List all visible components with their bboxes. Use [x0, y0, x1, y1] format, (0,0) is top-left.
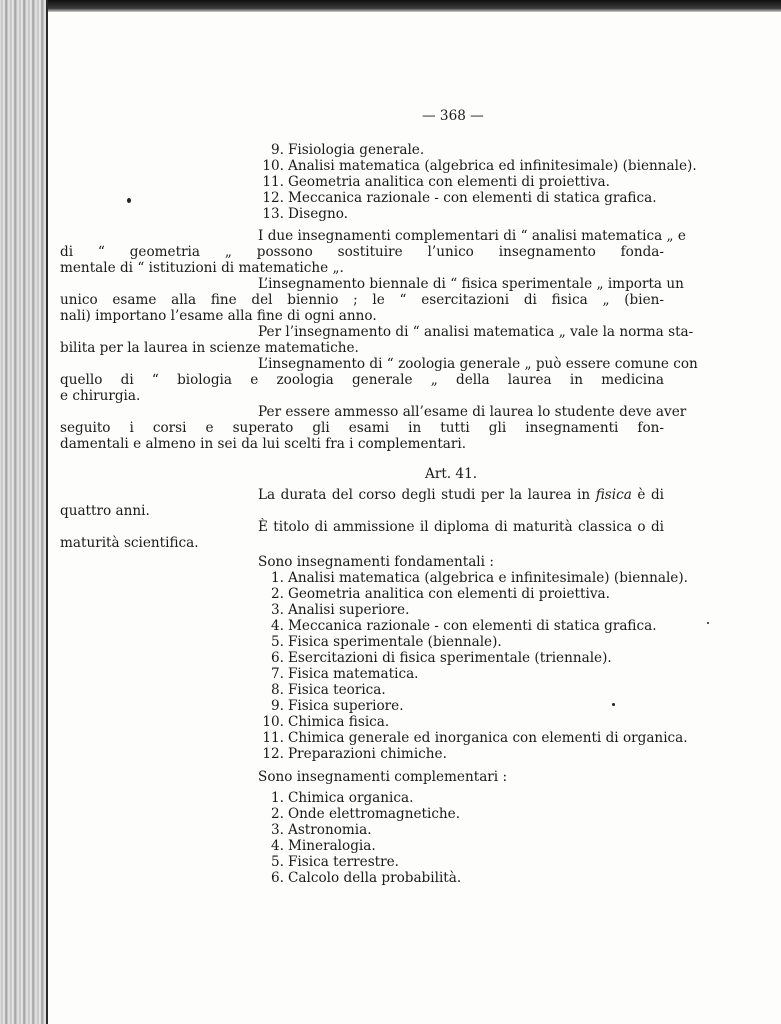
list-item: 10. Chimica fisica. — [262, 714, 390, 730]
paragraph-line: bilita per la laurea in scienze matematiche. — [60, 340, 359, 356]
list-item: 5. Fisica terrestre. — [271, 854, 399, 870]
ink-speck — [612, 703, 615, 706]
list-item: 11. Geometria analitica con elementi di proiettiva. — [262, 174, 610, 190]
paragraph-line: seguito i corsi e superato gli esami in tutti gli insegnamenti fon- — [60, 420, 664, 436]
paragraph-line: damentali e almeno in sei da lui scelti fra i complementari. — [60, 436, 467, 452]
list-item: 9. Fisica superiore. — [271, 698, 404, 714]
list-item: 4. Mineralogia. — [271, 838, 376, 854]
list-intro: Sono insegnamenti complementari : — [258, 769, 508, 785]
ink-speck — [707, 622, 709, 624]
list-item: 2. Geometria analitica con elementi di proiettiva. — [271, 586, 610, 602]
paragraph-line: e chirurgia. — [60, 388, 141, 404]
list-item: 13. Disegno. — [262, 206, 348, 222]
paragraph-line: I due insegnamenti complementari di “ analisi matematica „ e — [258, 228, 686, 244]
paragraph-line: di “ geometria „ possono sostituire l’unico insegnamento fonda- — [60, 244, 664, 260]
paragraph-line: unico esame alla fine del biennio ; le “ esercitazioni di fisica „ (bien- — [60, 292, 664, 308]
paragraph-line: È titolo di ammissione il diploma di maturità classica o di — [258, 519, 664, 535]
list-item: 8. Fisica teorica. — [271, 682, 386, 698]
list-item: 11. Chimica generale ed inorganica con elementi di organica. — [262, 730, 688, 746]
binding-edge — [46, 0, 48, 1024]
top-edge-shadow — [0, 0, 781, 12]
list-item: 5. Fisica sperimentale (biennale). — [271, 634, 502, 650]
paragraph-line: La durata del corso degli studi per la laurea in fisica è di — [258, 487, 665, 503]
paragraph-line: Per l’insegnamento di “ analisi matematica „ vale la norma sta- — [258, 324, 694, 340]
list-item: 2. Onde elettromagnetiche. — [271, 806, 461, 822]
list-item: 12. Preparazioni chimiche. — [262, 746, 447, 762]
paragraph-line: L’insegnamento di “ zoologia generale „ può essere comune con — [258, 356, 698, 372]
ink-speck — [127, 198, 131, 203]
list-item: 6. Esercitazioni di fisica sperimentale (triennale). — [271, 650, 612, 666]
paragraph-line: nali) importano l’esame alla fine di ogni anno. — [60, 308, 377, 324]
paragraph-line: quello di “ biologia e zoologia generale „ della laurea in medicina — [60, 372, 664, 388]
list-item: 4. Meccanica razionale - con elementi di statica grafica. — [271, 618, 657, 634]
paragraph-line: Per essere ammesso all’esame di laurea lo studente deve aver — [258, 404, 687, 420]
page-number: — 368 — — [422, 108, 484, 124]
list-item: 3. Astronomia. — [271, 822, 372, 838]
list-item: 12. Meccanica razionale - con elementi di statica grafica. — [262, 190, 657, 206]
list-item: 1. Chimica organica. — [271, 790, 414, 806]
list-item: 6. Calcolo della probabilità. — [271, 870, 462, 886]
list-item: 1. Analisi matematica (algebrica e infinitesimale) (biennale). — [271, 570, 688, 586]
list-item: 9. Fisiologia generale. — [271, 142, 425, 158]
paragraph-line: quattro anni. — [60, 503, 150, 519]
paragraph-line: mentale di “ istituzioni di matematiche „. — [60, 260, 344, 276]
list-item: 7. Fisica matematica. — [271, 666, 419, 682]
paragraph-line: L’insegnamento biennale di “ fisica sperimentale „ importa un — [258, 276, 684, 292]
list-intro: Sono insegnamenti fondamentali : — [258, 554, 494, 570]
book-binding — [0, 0, 48, 1024]
list-item: 10. Analisi matematica (algebrica ed infinitesimale) (biennale). — [262, 158, 697, 174]
list-item: 3. Analisi superiore. — [271, 602, 410, 618]
article-heading: Art. 41. — [425, 466, 478, 482]
paragraph-line: maturità scientifica. — [60, 535, 199, 551]
